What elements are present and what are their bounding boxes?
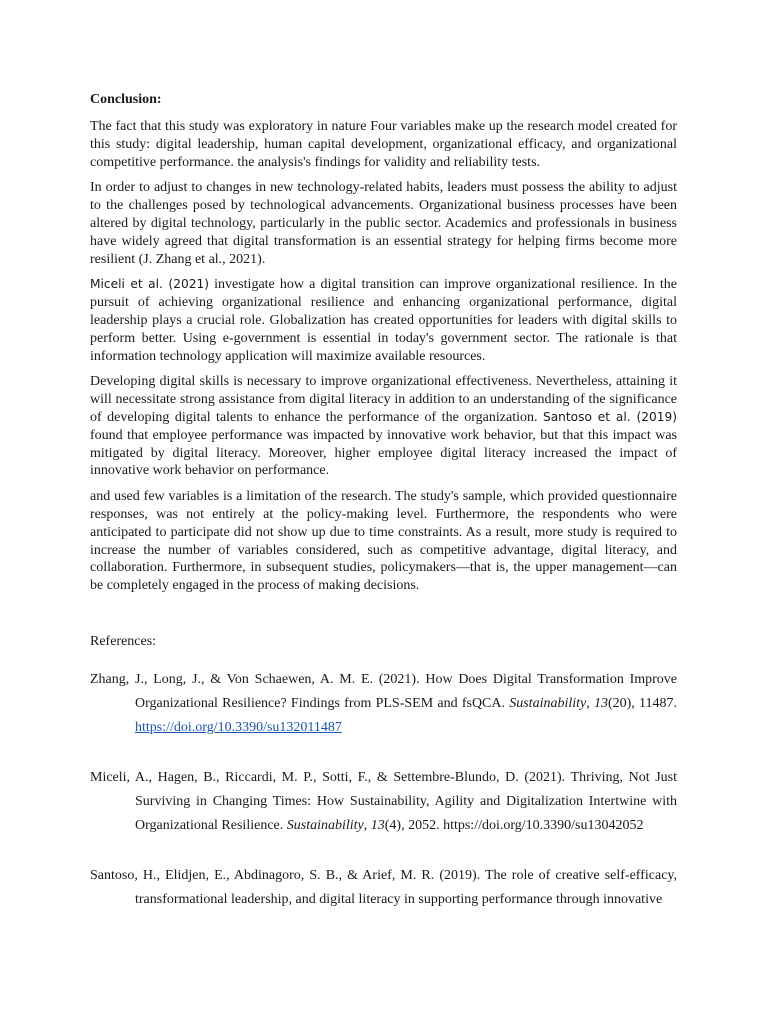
reference-miceli: [90, 766, 677, 838]
document-page: [90, 90, 677, 938]
paragraph-5: and used few variables is a limitation of the research. The study's sample, which provided questionnaire responses, was not entirely at the policy-making level. Furthermore, the respondents who were anticipated to participate did not show up due to time constraints. As a result, more study is required to increase the number of variables considered, such as competitive advantage, digital literacy, and collaboration. Furthermore, in subsequent studies, policymakers—that is, the upper management—can be completely engaged in the process of making decisions.: [90, 489, 677, 594]
reference-miceli-issue: (4), 2052. https://doi.org/10.3390/su13042052: [384, 817, 644, 833]
paragraph-3: [90, 276, 677, 365]
paragraph-1: The fact that this study was exploratory in nature Four variables make up the research model created for this study: digital leadership, human capital development, organizational efficacy, and organizational competitive performance. the analysis's findings for validity and reliability tests.: [90, 119, 677, 170]
reference-zhang: [90, 668, 677, 740]
citation-santoso: Santoso et al. (2019): [542, 409, 677, 424]
reference-miceli-sep: ,: [363, 817, 371, 833]
reference-santoso: Santoso, H., Elidjen, E., Abdinagoro, S. B., & Arief, M. R. (2019). The role of creative self-efficacy, transformational leadership, and digital literacy in supporting performance through innovative: [90, 867, 677, 907]
paragraph-4-text-after: found that employee performance was impacted by innovative work behavior, but that this impact was mitigated by digital literacy. Moreover, higher employee digital literacy increased the impact of innovative work behavior on performance.: [90, 427, 677, 479]
paragraph-2: In order to adjust to changes in new technology-related habits, leaders must possess the ability to adjust to the challenges posed by technological advancements. Organizational business processes have been altered by digital technology, particularly in the public sector. Academics and professionals in business have widely agreed that digital transformation is an essential strategy for helping firms become more resilient (J. Zhang et al., 2021).: [90, 180, 677, 267]
reference-zhang-text: Zhang, J., Long, J., & Von Schaewen, A. M. E. (2021). How Does Digital Transformation Improve Organizational Resilience? Findings from PLS-SEM and fsQCA.: [90, 671, 677, 711]
reference-zhang-issue: (20), 11487.: [607, 695, 678, 711]
reference-miceli-journal: Sustainability: [286, 817, 364, 833]
references-heading: References:: [90, 633, 157, 649]
reference-zhang-journal: Sustainability: [509, 695, 587, 711]
paragraph-4-text-before: Developing digital skills is necessary to improve organizational effectiveness. Nevertheless, attaining it will necessitate strong assistance from digital literacy in addition to an understanding of the significance of developing digital talents to enhance the performance of the organization.: [90, 374, 677, 425]
paragraph-3-text: investigate how a digital transition can improve organizational resilience. In the pursuit of achieving organizational resilience and enhancing organizational performance, digital leadership plays a crucial role. Globalization has created opportunities for leaders with digital skills to perform better. Using e-government is essential in today's government sector. The rationale is that information technology application will maximize available resources.: [90, 277, 677, 364]
reference-miceli-text: Miceli, A., Hagen, B., Riccardi, M. P., Sotti, F., & Settembre-Blundo, D. (2021). Thriving, Not Just Surviving in Changing Times: How Sustainability, Agility and Digitalization Intertwine with Organizational Resilience.: [90, 769, 677, 833]
reference-zhang-volume: 13: [593, 695, 608, 711]
paragraph-4: [90, 373, 677, 480]
reference-zhang-doi-link[interactable]: https://doi.org/10.3390/su132011487: [135, 719, 342, 735]
reference-miceli-volume: 13: [370, 817, 385, 833]
citation-miceli: Miceli et al. (2021): [90, 277, 209, 292]
conclusion-heading: Conclusion:: [90, 92, 162, 107]
reference-zhang-sep: ,: [586, 695, 594, 711]
